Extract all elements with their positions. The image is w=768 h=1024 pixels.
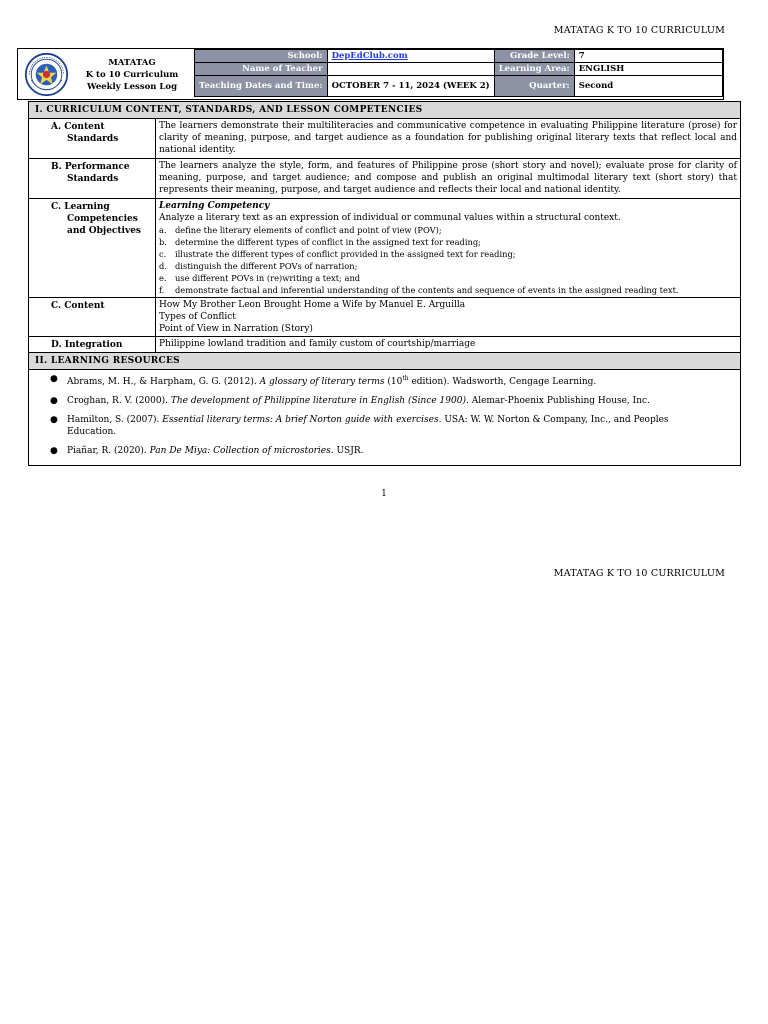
objective-text: distinguish the different POVs of narration; bbox=[175, 261, 358, 271]
resource-item bbox=[29, 395, 740, 407]
content-row bbox=[29, 298, 741, 337]
section-resources-title: II. LEARNING RESOURCES bbox=[29, 353, 741, 370]
objective-text: determine the different types of conflict in the assigned text for reading; bbox=[175, 237, 481, 247]
area-value: ENGLISH bbox=[574, 63, 722, 76]
objective-marker: d. bbox=[159, 261, 167, 271]
objective-text: use different POVs in (re)writing a text; and bbox=[175, 273, 361, 283]
resource-details: (10 bbox=[384, 377, 403, 387]
dates-value: OCTOBER 7 - 11, 2024 (WEEK 2) bbox=[327, 76, 494, 97]
objective-text: define the literary elements of conflict and point of view (POV); bbox=[175, 225, 442, 235]
resource-details: . Alemar-Phoenix Publishing House, Inc. bbox=[465, 396, 650, 406]
competencies-label-2: Competencies bbox=[67, 214, 138, 224]
teacher-value bbox=[327, 63, 494, 76]
objective-marker: c. bbox=[159, 249, 167, 259]
resource-author: Abrams, M. H., & Harpham, G. G. (2012). bbox=[67, 377, 260, 387]
resource-item bbox=[29, 373, 740, 388]
bullet-icon: ● bbox=[50, 374, 58, 384]
resource-details-2: edition). Wadsworth, Cengage Learning. bbox=[408, 377, 597, 387]
resource-author: Hamilton, S. (2007). bbox=[67, 415, 163, 425]
content-line-3: Point of View in Narration (Story) bbox=[159, 324, 313, 334]
resource-superscript: th bbox=[402, 375, 409, 382]
resources-list bbox=[29, 373, 740, 457]
objective-text: illustrate the different types of conflict provided in the assigned text for reading; bbox=[175, 249, 516, 259]
resource-item bbox=[29, 445, 740, 457]
integration-row bbox=[29, 337, 741, 353]
resource-author: Piañar, R. (2020). bbox=[67, 446, 150, 456]
content-standards-label-1: A. Content bbox=[51, 122, 105, 132]
objective-item bbox=[159, 224, 737, 236]
info-table bbox=[194, 49, 723, 97]
logo-block bbox=[18, 49, 194, 99]
objective-marker: e. bbox=[159, 273, 167, 283]
competencies-label bbox=[29, 199, 156, 298]
bullet-icon: ● bbox=[50, 446, 58, 456]
logo-text bbox=[70, 57, 194, 93]
content-standards-label bbox=[29, 119, 156, 159]
competency-intro: Analyze a literary text as an expression of individual or communal values within a structural context. bbox=[159, 213, 621, 223]
content-line-1: How My Brother Leon Brought Home a Wife by Manuel E. Arguilla bbox=[159, 300, 466, 310]
area-label: Learning Area: bbox=[494, 63, 574, 76]
objective-item bbox=[159, 236, 737, 248]
logo-line-log: Weekly Lesson Log bbox=[86, 82, 178, 92]
deped-seal-icon bbox=[24, 52, 69, 97]
integration-text: Philippine lowland tradition and family custom of courtship/marriage bbox=[156, 337, 741, 353]
competencies-label-3: and Objectives bbox=[67, 226, 141, 236]
objective-item bbox=[159, 272, 737, 284]
teacher-label: Name of Teacher bbox=[195, 63, 328, 76]
competencies-label-1: C. Learning bbox=[51, 202, 110, 212]
objective-marker: f. bbox=[159, 285, 165, 295]
resource-title: Pan De Miya: Collection of microstories bbox=[149, 446, 331, 456]
page-number: 1 bbox=[381, 489, 387, 499]
objective-item bbox=[159, 248, 737, 260]
school-value bbox=[327, 50, 494, 63]
resource-title: A glossary of literary terms bbox=[259, 377, 385, 387]
quarter-label: Quarter: bbox=[494, 76, 574, 97]
competencies-content bbox=[156, 199, 741, 298]
school-link[interactable]: DepEdClub.com bbox=[331, 51, 408, 61]
dates-label: Teaching Dates and Time: bbox=[195, 76, 328, 97]
objectives-list bbox=[159, 224, 737, 296]
next-page-header: MATATAG K TO 10 CURRICULUM bbox=[553, 568, 725, 579]
resource-author: Croghan, R. V. (2000). bbox=[67, 396, 171, 406]
objective-item bbox=[159, 260, 737, 272]
resource-details: . USA: W. W. Norton & Company, Inc., and Peoples Education. bbox=[67, 415, 669, 437]
grade-value: 7 bbox=[574, 50, 722, 63]
resource-title: The development of Philippine literature in English (Since 1900) bbox=[170, 396, 466, 406]
content-label: C. Content bbox=[29, 298, 156, 337]
bullet-icon: ● bbox=[50, 415, 58, 425]
competency-heading: Learning Competency bbox=[159, 201, 270, 211]
content-standards-text: The learners demonstrate their multiliteracies and communicative competence in evaluating Philippine literature (prose) for clarity of meaning, purpose, and target audience as a foundation for publishing original literary texts that reflect local and national identity. bbox=[156, 119, 741, 159]
lesson-log-header bbox=[17, 48, 724, 100]
quarter-value: Second bbox=[574, 76, 722, 97]
resource-title: Essential literary terms: A brief Norton guide with exercises bbox=[162, 415, 439, 425]
resources-cell bbox=[29, 370, 741, 466]
objective-marker: b. bbox=[159, 237, 167, 247]
lesson-table bbox=[28, 101, 741, 466]
objective-marker: a. bbox=[159, 225, 167, 235]
integration-label: D. Integration bbox=[29, 337, 156, 353]
performance-standards-label-2: Standards bbox=[67, 174, 119, 184]
bullet-icon: ● bbox=[50, 396, 58, 406]
content-line-2: Types of Conflict bbox=[159, 312, 236, 322]
competencies-row bbox=[29, 199, 741, 298]
performance-standards-text: The learners analyze the style, form, and features of Philippine prose (short story and novel); evaluate prose for clarity of meaning, purpose, and target audience; and compose and publish an original multimodal literary text (short story) that represents their meaning, purpose, and target audience and reflects their local and national identity. bbox=[156, 159, 741, 199]
objective-item bbox=[159, 284, 737, 296]
school-label: School: bbox=[195, 50, 328, 63]
performance-standards-row bbox=[29, 159, 741, 199]
objective-text: demonstrate factual and inferential understanding of the contents and sequence of events in the assigned reading text. bbox=[175, 285, 679, 295]
content-lines bbox=[156, 298, 741, 337]
grade-label: Grade Level: bbox=[494, 50, 574, 63]
performance-standards-label-1: B. Performance bbox=[51, 162, 130, 172]
content-standards-label-2: Standards bbox=[67, 134, 119, 144]
curriculum-header: MATATAG K TO 10 CURRICULUM bbox=[553, 25, 725, 36]
resource-details: . USJR. bbox=[330, 446, 364, 456]
section-curriculum-title: I. CURRICULUM CONTENT, STANDARDS, AND LESSON COMPETENCIES bbox=[29, 102, 741, 119]
logo-line-matatag: MATATAG bbox=[108, 58, 156, 68]
performance-standards-label bbox=[29, 159, 156, 199]
logo-line-curriculum: K to 10 Curriculum bbox=[85, 70, 179, 80]
resource-item bbox=[29, 414, 740, 438]
content-standards-row bbox=[29, 119, 741, 159]
